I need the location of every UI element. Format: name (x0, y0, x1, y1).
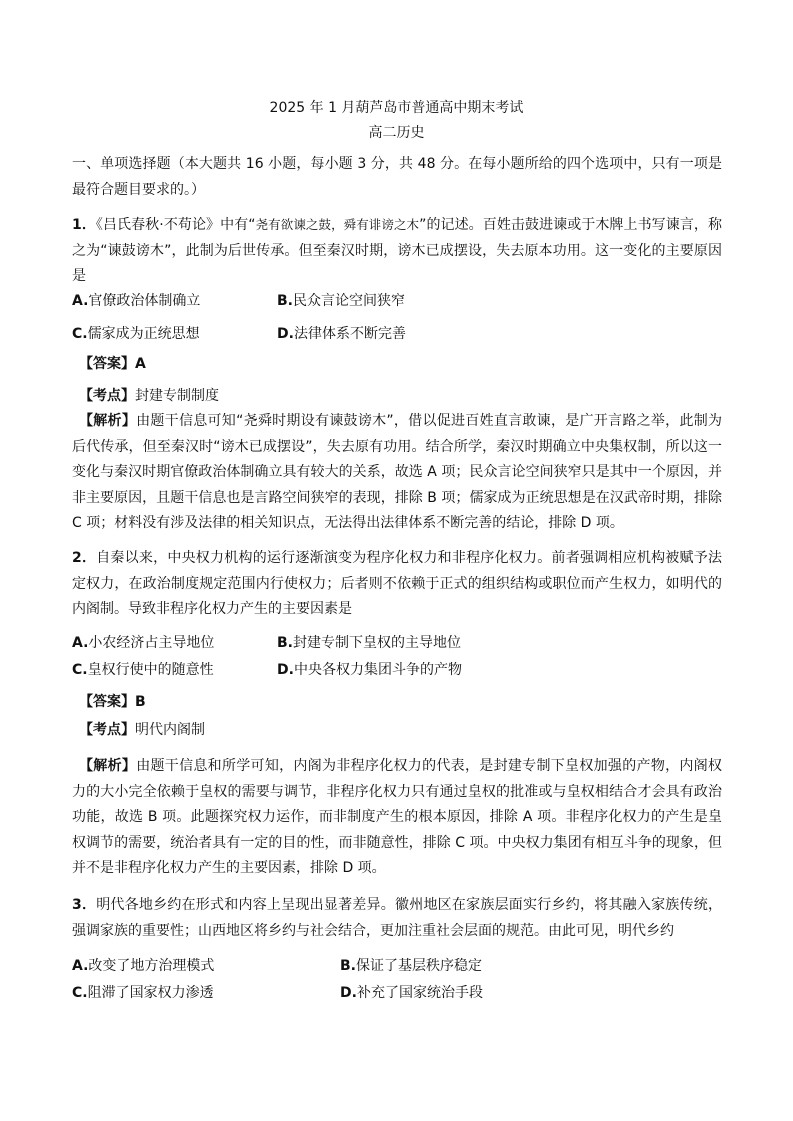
question-2-analysis: 【解析】由题干信息和所学可知，内阁为非程序化权力的代表，是封建专制下皇权加强的产物，内阁权力的大小完全依赖于皇权的需要与调节，非程序化权力只有通过皇权的批准或与皇权相结合才会具有政治功能，故选 B 项。此题探究权力运作，而非制度产生的根本原因，排除 A 项。非程序化权力的产生是皇权调节的需要，统治者具有一定的目的性，而非随意性，排除 C 项。中央权力集团有相互斗争的现象，但并不是非程序化权力产生的主要因素，排除 D 项。 (72, 758, 723, 876)
question-1-analysis: 【解析】由题干信息可知“尧舜时期设有谏鼓谤木”，借以促进百姓直言敢谏，是广开言路之举，此制为后代传承，但至秦汉时“谤木已成摆设”，失去原有功用。结合所学，秦汉时期确立中央集权制，所以这一变化与秦汉时期官僚政治体制确立具有较大的关系，故选 A 项；民众言论空间狭窄只是其中一个原因，并非主要原因，且题干信息也是言路空间狭窄的表现，排除 B 项；儒家成为正统思想是在汉武帝时期，排除 C 项；材料没有涉及法律的相关知识点，无法得出法律体系不断完善的结论，排除 D 项。 (72, 413, 723, 531)
question-1-answer: 【答案】A (79, 356, 146, 372)
question-number: 1． (72, 217, 96, 233)
question-2-point: 【考点】明代内阁制 (79, 722, 205, 738)
question-2-stem: 2．自秦以来，中央权力机构的运行逐渐演变为程序化权力和非程序化权力。前者强调相应机构被赋予法定权力，在政治制度规定范围内行使权力；后者则不依赖于正式的组织结构或职位而产生权力，如明代的内阁制。导致非程序化权力产生的主要因素是 (72, 550, 722, 617)
question-3-stem: 3．明代各地乡约在形式和内容上呈现出显著差异。徽州地区在家族层面实行乡约，将其融入家族传统，强调家族的重要性；山西地区将乡约与社会结合，更加注重社会层面的规范。由此可见，明代乡约 (72, 897, 722, 939)
question-1-option-a: A.官僚政治体制确立 (72, 293, 201, 309)
question-1-quote: 尧有欲谏之鼓，舜有诽谤之木 (255, 217, 420, 232)
question-1-option-d: D.法律体系不断完善 (277, 326, 406, 342)
question-2-option-b: B.封建专制下皇权的主导地位 (277, 635, 461, 651)
question-3-option-d: D.补充了国家统治手段 (340, 985, 483, 1001)
exam-title: 2025 年 1 月葫芦岛市普通高中期末考试 (269, 100, 524, 116)
question-1-stem (72, 212, 722, 290)
question-1-point: 【考点】封建专制制度 (79, 388, 219, 404)
question-1-stem-b: ”的记述。百姓击鼓进谏或于木牌上书写谏言，称之为“谏鼓谤木”，此制为后世传承。但至秦汉时期，谤木已成摆设，失去原本功用。这一变化的主要原因是 (72, 217, 722, 284)
section-heading: 一、单项选择题（本大题共 16 小题，每小题 3 分，共 48 分。在每小题所给的四个选项中，只有一项是最符合题目要求的。） (72, 156, 722, 198)
question-2-option-a: A.小农经济占主导地位 (72, 635, 215, 651)
question-1-stem-a: 《吕氏春秋·不苟论》中有“ (95, 217, 256, 233)
question-2-option-c: C.皇权行使中的随意性 (72, 662, 214, 678)
question-2-answer: 【答案】B (79, 694, 146, 710)
subject-title: 高二历史 (368, 125, 425, 141)
question-3-option-c: C.阻滞了国家权力渗透 (72, 985, 214, 1001)
question-1-option-c: C.儒家成为正统思想 (72, 326, 200, 342)
question-3-option-b: B.保证了基层秩序稳定 (340, 958, 482, 974)
question-3-option-a: A.改变了地方治理模式 (72, 958, 215, 974)
question-1-option-b: B.民众言论空间狭窄 (277, 293, 405, 309)
question-2-option-d: D.中央各权力集团斗争的产物 (277, 662, 462, 678)
